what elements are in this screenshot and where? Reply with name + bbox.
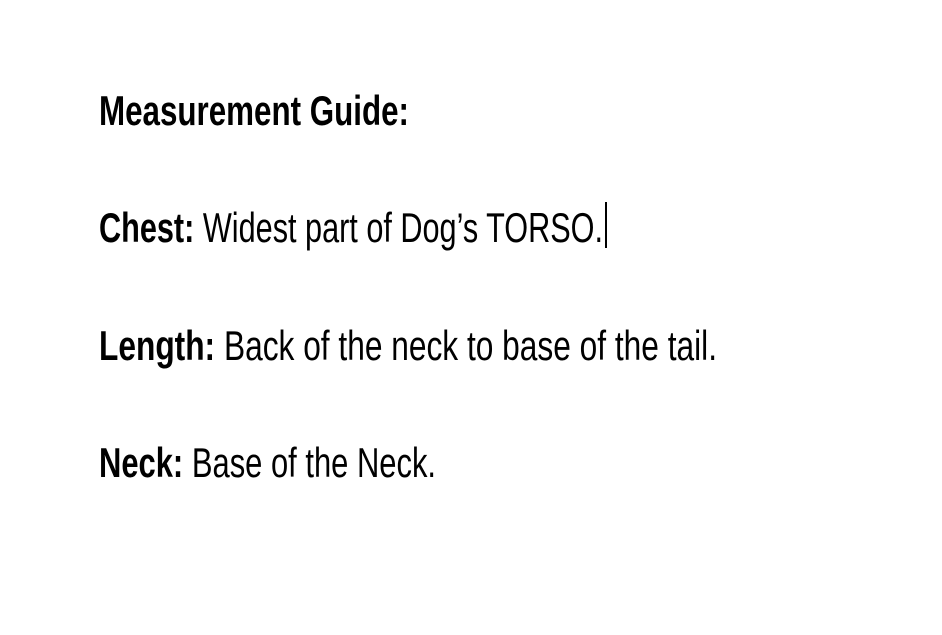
entry-label-chest: Chest:: [99, 204, 195, 251]
entry-text-chest: [99, 205, 603, 251]
entry-description-length: Back of the neck to base of the tail.: [223, 322, 717, 369]
entry-label-length: Length:: [99, 322, 216, 369]
document-heading: Measurement Guide:: [99, 87, 409, 134]
entry-text-neck: [99, 440, 436, 486]
entry-description-neck: Base of the Neck.: [191, 439, 436, 486]
document-heading-line[interactable]: [99, 88, 514, 134]
text-cursor: [605, 202, 607, 248]
entry-description-chest: Widest part of Dog’s TORSO.: [202, 204, 603, 251]
entry-line-neck[interactable]: [99, 440, 557, 486]
entry-line-length[interactable]: [99, 323, 918, 369]
entry-line-chest[interactable]: [99, 205, 790, 251]
entry-text-length: [99, 323, 717, 369]
entry-label-neck: Neck:: [99, 439, 184, 486]
